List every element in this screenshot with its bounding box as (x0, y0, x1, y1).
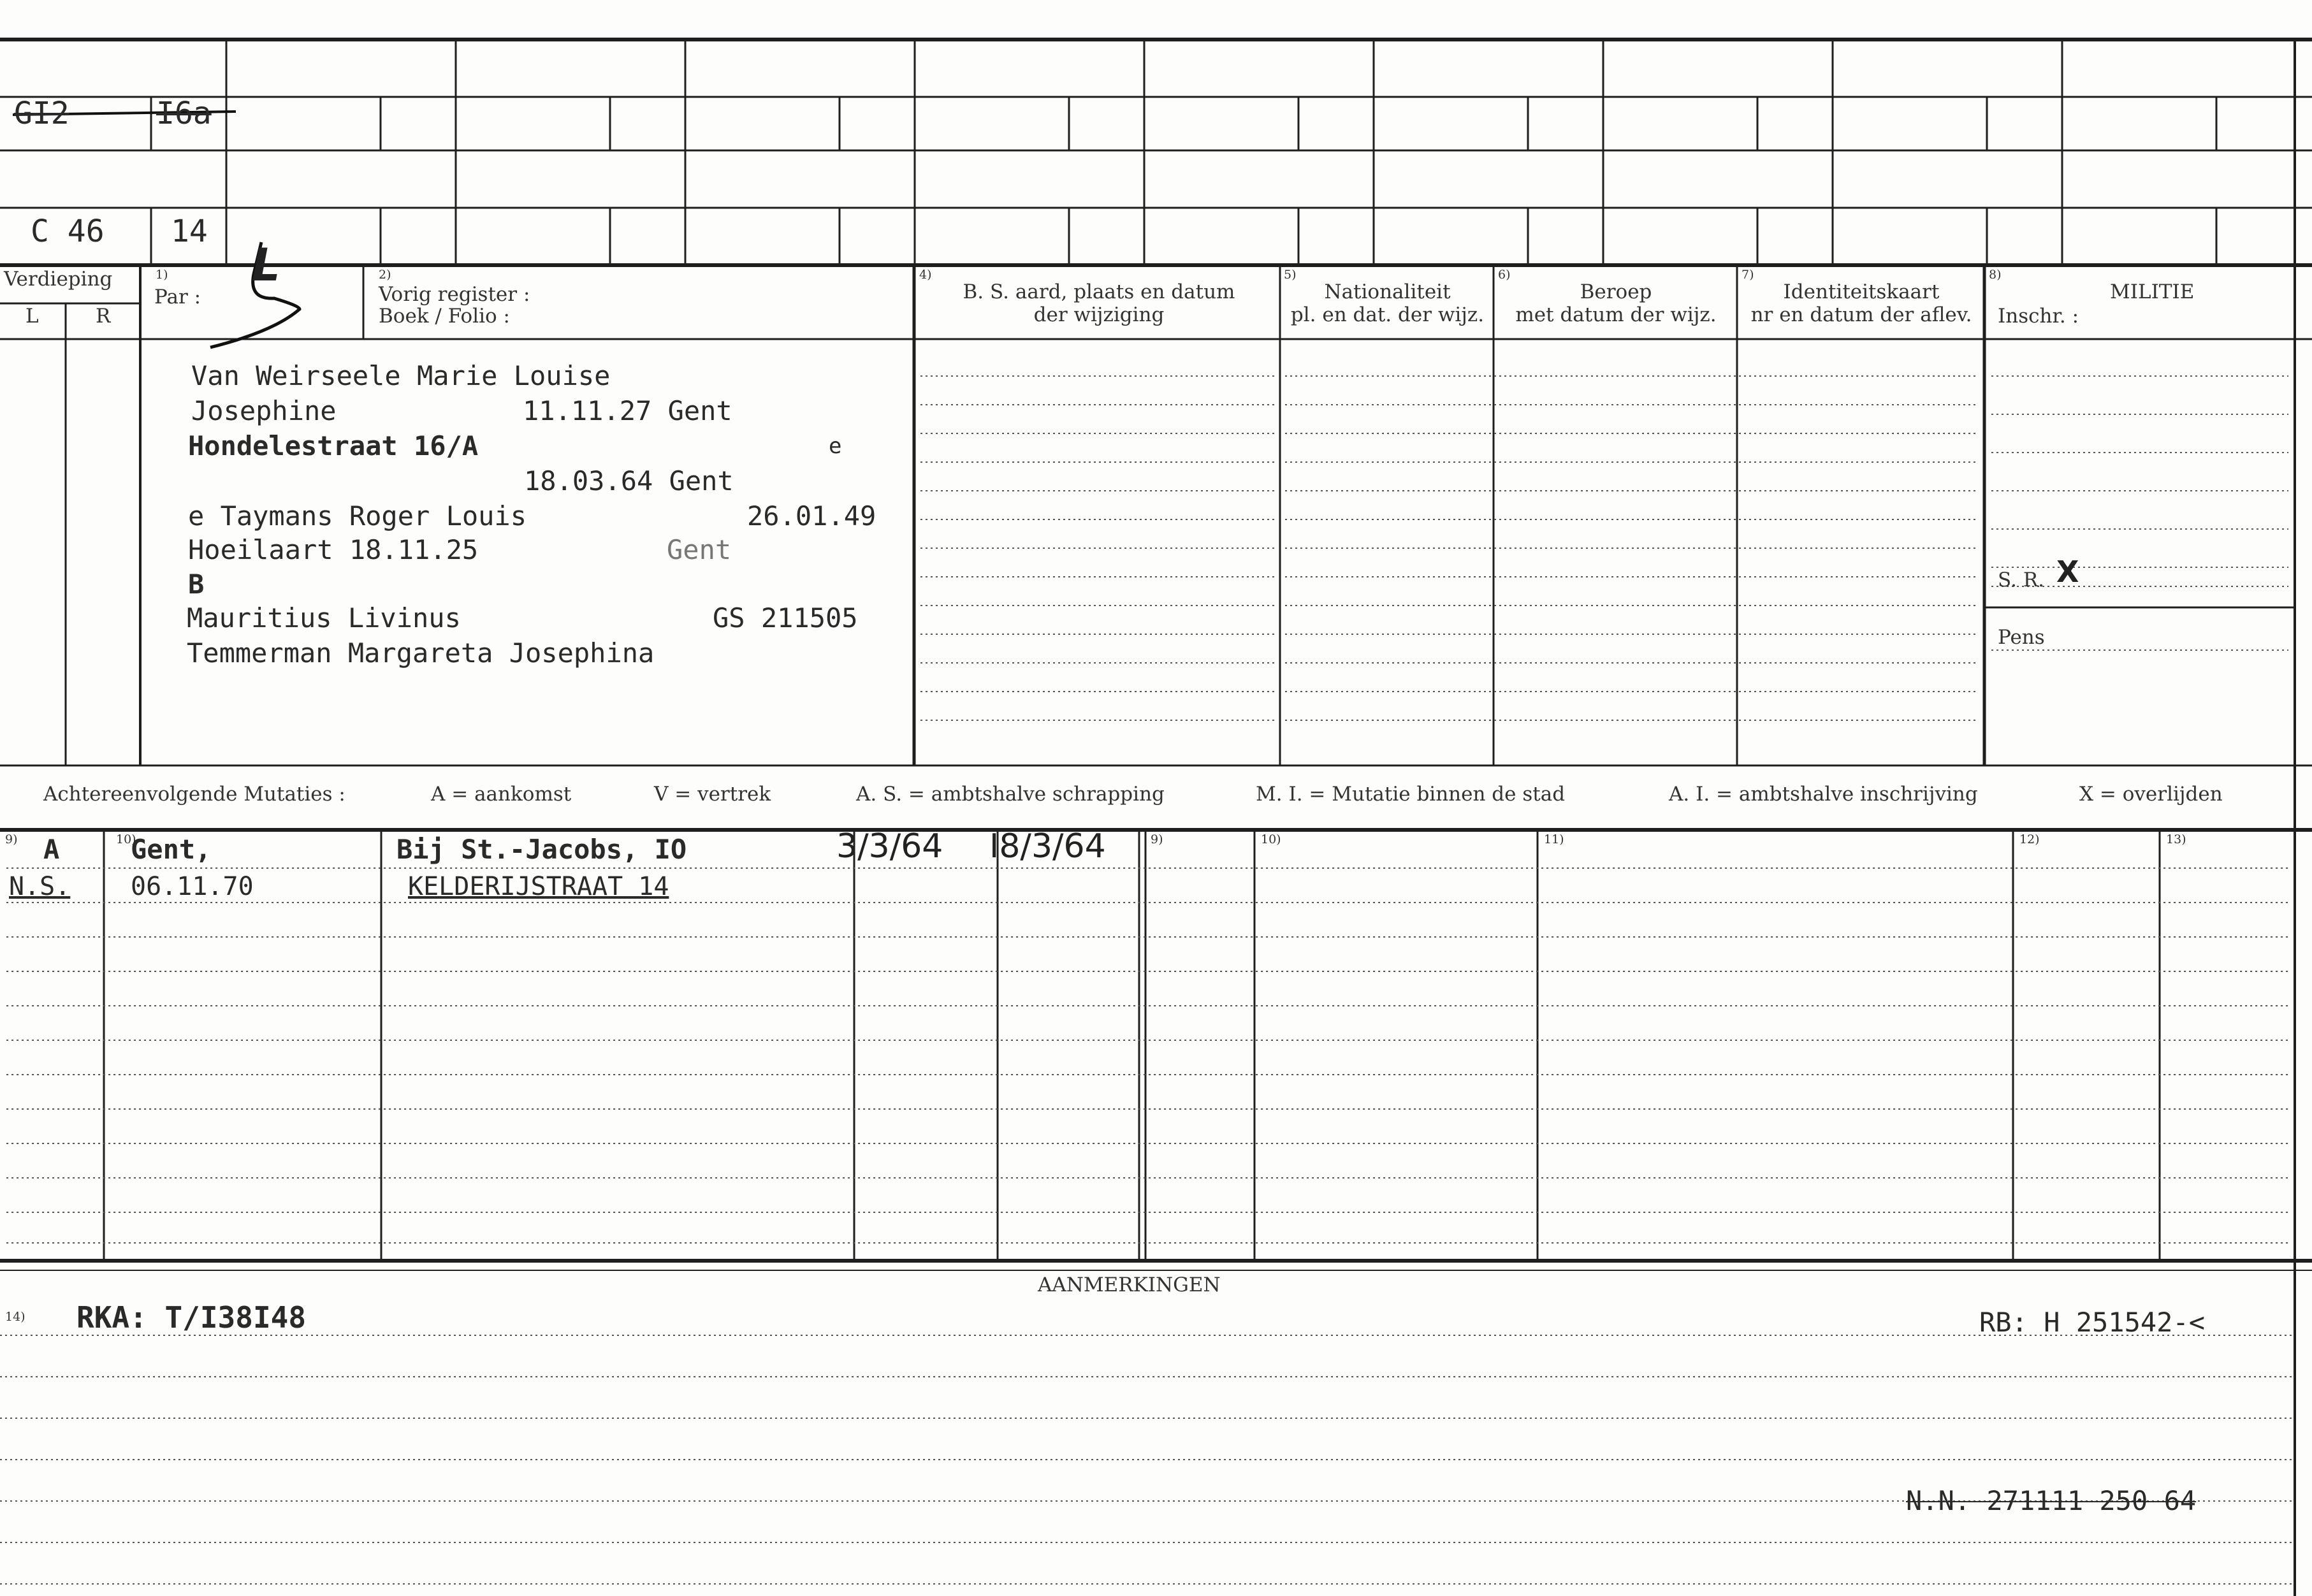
legend-title: Achtereenvolgende Mutaties : (43, 783, 345, 806)
mutation-row-1-address: Bij St.-Jacobs, IO (396, 834, 687, 865)
header-7-number: 7) (1741, 268, 1754, 282)
person-spouse: e Taymans Roger Louis (188, 500, 527, 532)
par-mark: L (252, 239, 280, 291)
register-code: C 46 (31, 214, 105, 249)
header-8-number: 8) (1989, 268, 2002, 282)
header-5-number: 5) (1284, 268, 1297, 282)
legend-x: X = overlijden (2079, 783, 2223, 806)
person-first-name: Josephine (191, 395, 337, 426)
person-father: Mauritius Livinus (187, 602, 461, 634)
mutation-row-2-place: 06.11.70 (131, 872, 254, 901)
person-address: Hondelestraat 16/A (188, 430, 479, 461)
register-number: 14 (171, 214, 208, 249)
legend-a: A = aankomst (431, 783, 572, 806)
remarks-number: 14) (5, 1310, 25, 1324)
header-l: L (25, 305, 39, 328)
header-identiteitskaart: Identiteitskaart nr en datum der aflev. (1750, 280, 1972, 326)
sr-label: S. R. (1998, 569, 2045, 591)
col-11-number: 11) (1544, 832, 1564, 846)
remarks-nn: N.N. 271111 250 64 (1906, 1485, 2197, 1516)
header-1-number: 1) (156, 268, 168, 282)
header-militie: MILITIE (2110, 280, 2195, 303)
mutation-row-1-place: Gent, (131, 834, 212, 865)
remarks-title: AANMERKINGEN (1038, 1273, 1221, 1296)
legend-as: A. S. = ambtshalve schrapping (856, 783, 1165, 806)
col-10-number: 10) (116, 832, 136, 846)
header-4-number: 4) (919, 268, 932, 282)
person-mother: Temmerman Margareta Josephina (187, 637, 655, 669)
header-2-number: 2) (379, 268, 391, 282)
legend-ai: A. I. = ambtshalve inschrijving (1669, 783, 1978, 806)
person-birth: 11.11.27 Gent (523, 395, 732, 426)
person-name: Van Weirseele Marie Louise (191, 360, 611, 391)
col-9b-number: 9) (1151, 832, 1163, 846)
mutation-row-1-date1: 3/3/64 (836, 827, 943, 866)
col-13-number: 13) (2166, 832, 2186, 846)
header-inschr: Inschr. : (1998, 305, 2079, 328)
person-date-place: 18.03.64 Gent (524, 465, 734, 497)
mutation-row-1-type: A (43, 834, 60, 865)
person-gs-number: GS 211505 (713, 602, 858, 634)
col-9-number: 9) (5, 832, 18, 846)
legend-v: V = vertrek (654, 783, 771, 806)
header-boek-folio: Boek / Folio : (379, 305, 510, 328)
header-beroep: Beroep met datum der wijz. (1515, 280, 1717, 326)
person-mark-e: e (829, 433, 842, 459)
person-spouse-date: 26.01.49 (747, 500, 876, 532)
col-10b-number: 10) (1261, 832, 1281, 846)
header-bs-aard: B. S. aard, plaats en datum der wijziging (963, 280, 1235, 326)
person-spouse-birth: Hoeilaart 18.11.25 (188, 534, 479, 565)
header-vorig-register: Vorig register : (379, 283, 530, 306)
col-12-number: 12) (2019, 832, 2040, 846)
mutation-row-2-address: KELDERIJSTRAAT 14 (408, 872, 669, 901)
mutation-row-1-date2: I8/3/64 (989, 827, 1106, 866)
header-verdieping: Verdieping (4, 268, 113, 291)
remarks-rb: RB: H 251542-< (1979, 1307, 2206, 1338)
person-spouse-place: Gent (667, 534, 732, 565)
header-r: R (96, 305, 111, 328)
legend-mi: M. I. = Mutatie binnen de stad (1256, 783, 1566, 806)
old-code: GI2 (14, 96, 69, 131)
person-status: B (188, 569, 205, 600)
header-par: Par : (154, 286, 201, 308)
pens-label: Pens (1998, 626, 2045, 649)
header-nationaliteit: Nationaliteit pl. en dat. der wijz. (1290, 280, 1485, 326)
sr-value: X (2056, 555, 2079, 589)
old-number: I6a (156, 96, 212, 131)
remarks-rka: RKA: T/I38I48 (76, 1300, 307, 1335)
header-6-number: 6) (1498, 268, 1511, 282)
mutation-row-2-type: N.S. (9, 872, 71, 901)
